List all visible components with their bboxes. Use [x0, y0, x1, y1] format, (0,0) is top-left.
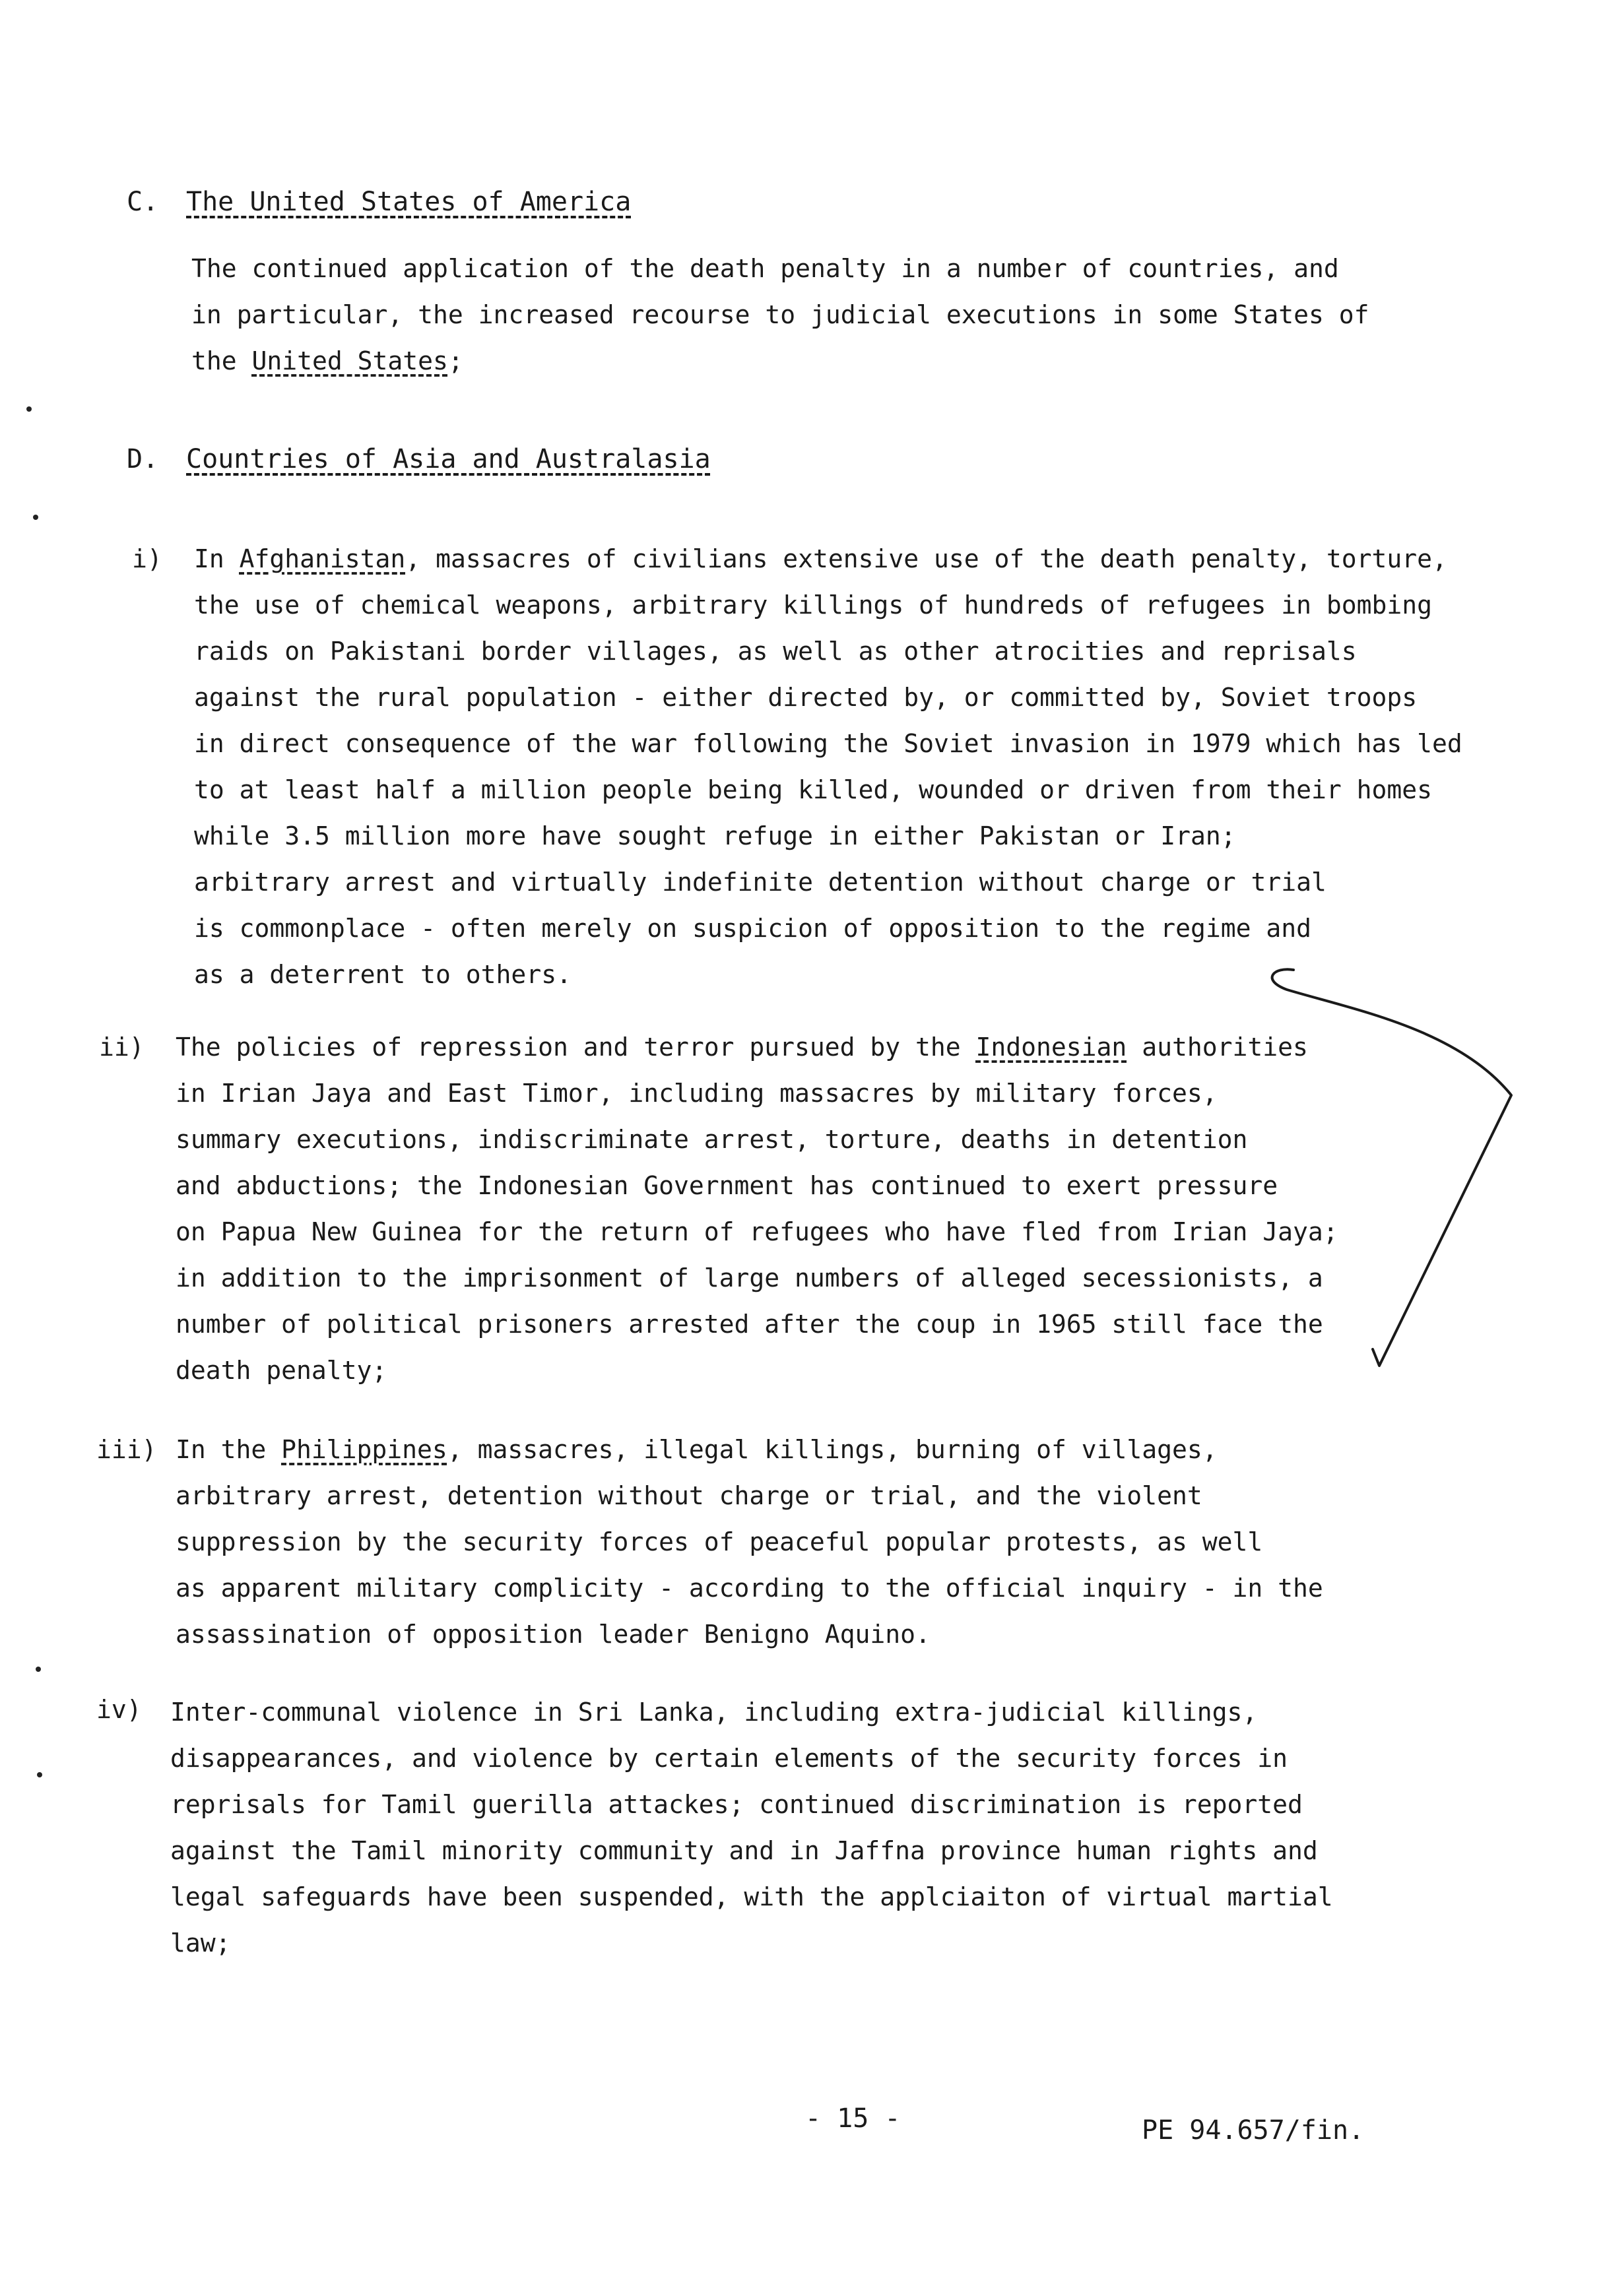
- united-states-underlined: United States: [251, 346, 448, 375]
- section-d-label: D.: [127, 444, 159, 474]
- scan-speck: [37, 1772, 42, 1777]
- item-ii-line: summary executions, indiscriminate arrest, torture, deaths in detention: [176, 1125, 1248, 1154]
- item-iii-suffix: , massacres, illegal killings, burning of villages,: [447, 1435, 1218, 1464]
- item-iv-paragraph: [170, 1689, 1333, 1966]
- section-c-heading: [127, 182, 631, 222]
- section-c-label: C.: [127, 187, 159, 217]
- indonesian-underlined: Indonesian: [975, 1033, 1127, 1062]
- item-iii-paragraph: [176, 1426, 1323, 1657]
- scan-speck: [26, 406, 32, 412]
- section-c-line-3: [191, 338, 1369, 384]
- item-i-line: to at least half a million people being killed, wounded or driven from their homes: [194, 775, 1432, 804]
- item-ii-line: on Papua New Guinea for the return of refugees who have fled from Irian Jaya;: [176, 1217, 1338, 1246]
- item-i-prefix: In: [194, 544, 240, 573]
- item-i-line: the use of chemical weapons, arbitrary killings of hundreds of refugees in bombing: [194, 590, 1432, 620]
- item-i-line: against the rural population - either directed by, or committed by, Soviet troops: [194, 683, 1418, 712]
- item-ii-line: in addition to the imprisonment of large numbers of alleged secessionists, a: [176, 1263, 1323, 1292]
- handwritten-checkmark-icon: [1241, 963, 1531, 1386]
- item-iii-line: assassination of opposition leader Benigno Aquino.: [176, 1620, 931, 1649]
- item-iv-line: legal safeguards have been suspended, with the applciaiton of virtual martial: [170, 1882, 1333, 1911]
- philippines-underlined: Philippines: [281, 1435, 447, 1464]
- item-i-label: i): [132, 544, 162, 573]
- afghanistan-underlined: Afghanistan: [239, 544, 406, 573]
- item-iii-line: arbitrary arrest, detention without charge or trial, and the violent: [176, 1481, 1202, 1510]
- item-iv-prefix: Inter-communal violence in Sri Lanka, including extra-judicial killings,: [170, 1698, 1258, 1727]
- item-iv-line: law;: [170, 1929, 231, 1958]
- item-iii-line: as apparent military complicity - according to the official inquiry - in the: [176, 1574, 1323, 1603]
- item-ii-suffix: authorities: [1127, 1033, 1308, 1062]
- item-ii-label: ii): [99, 1033, 145, 1062]
- item-iii-line: suppression by the security forces of peaceful popular protests, as well: [176, 1527, 1263, 1556]
- item-iii-label: iii): [96, 1435, 157, 1464]
- item-iv-line-1: [170, 1689, 1333, 1735]
- item-i-paragraph: [194, 536, 1462, 998]
- item-iv-line: disappearances, and violence by certain elements of the security forces in: [170, 1744, 1288, 1773]
- item-ii-line: death penalty;: [176, 1356, 387, 1385]
- item-i-line: while 3.5 million more have sought refuge in either Pakistan or Iran;: [194, 821, 1236, 850]
- section-c-title: The United States of America: [186, 187, 632, 217]
- item-i-line: is commonplace - often merely on suspicion of opposition to the regime and: [194, 914, 1311, 943]
- section-c-paragraph: [191, 245, 1369, 384]
- scan-speck: [33, 515, 38, 520]
- item-ii-prefix: The policies of repression and terror pursued by the: [176, 1033, 976, 1062]
- item-ii-line: in Irian Jaya and East Timor, including massacres by military forces,: [176, 1079, 1218, 1108]
- section-c-line-3-suffix: ;: [447, 346, 463, 375]
- item-i-line: raids on Pakistani border villages, as well as other atrocities and reprisals: [194, 637, 1357, 666]
- item-ii-line: and abductions; the Indonesian Government has continued to exert pressure: [176, 1171, 1278, 1200]
- item-i-line: arbitrary arrest and virtually indefinite detention without charge or trial: [194, 868, 1327, 897]
- item-i-suffix: , massacres of civilians extensive use of the death penalty, torture,: [405, 544, 1447, 573]
- scan-speck: [36, 1667, 41, 1672]
- section-d-title: Countries of Asia and Australasia: [186, 444, 711, 474]
- item-i-line: as a deterrent to others.: [194, 960, 572, 989]
- item-ii-line-1: [176, 1024, 1338, 1070]
- item-iv-label: iv): [96, 1695, 142, 1724]
- document-reference: PE 94.657/fin.: [1142, 2115, 1365, 2146]
- section-d-heading: [127, 439, 711, 479]
- section-c-line-3-prefix: the: [191, 346, 252, 375]
- item-iv-line: reprisals for Tamil guerilla attackes; continued discrimination is reported: [170, 1790, 1303, 1819]
- item-i-line: in direct consequence of the war following the Soviet invasion in 1979 which has led: [194, 729, 1462, 758]
- item-ii-paragraph: [176, 1024, 1338, 1393]
- page-number: - 15 -: [805, 2103, 901, 2134]
- section-c-line-1: The continued application of the death penalty in a number of countries, and: [191, 254, 1339, 283]
- item-iii-line-1: [176, 1426, 1323, 1473]
- item-ii-line: number of political prisoners arrested after the coup in 1965 still face the: [176, 1310, 1323, 1339]
- section-c-line-2: in particular, the increased recourse to judicial executions in some States of: [191, 300, 1369, 329]
- item-iv-line: against the Tamil minority community and in Jaffna province human rights and: [170, 1836, 1318, 1865]
- item-i-line-1: [194, 536, 1462, 582]
- item-iii-prefix: In the: [176, 1435, 282, 1464]
